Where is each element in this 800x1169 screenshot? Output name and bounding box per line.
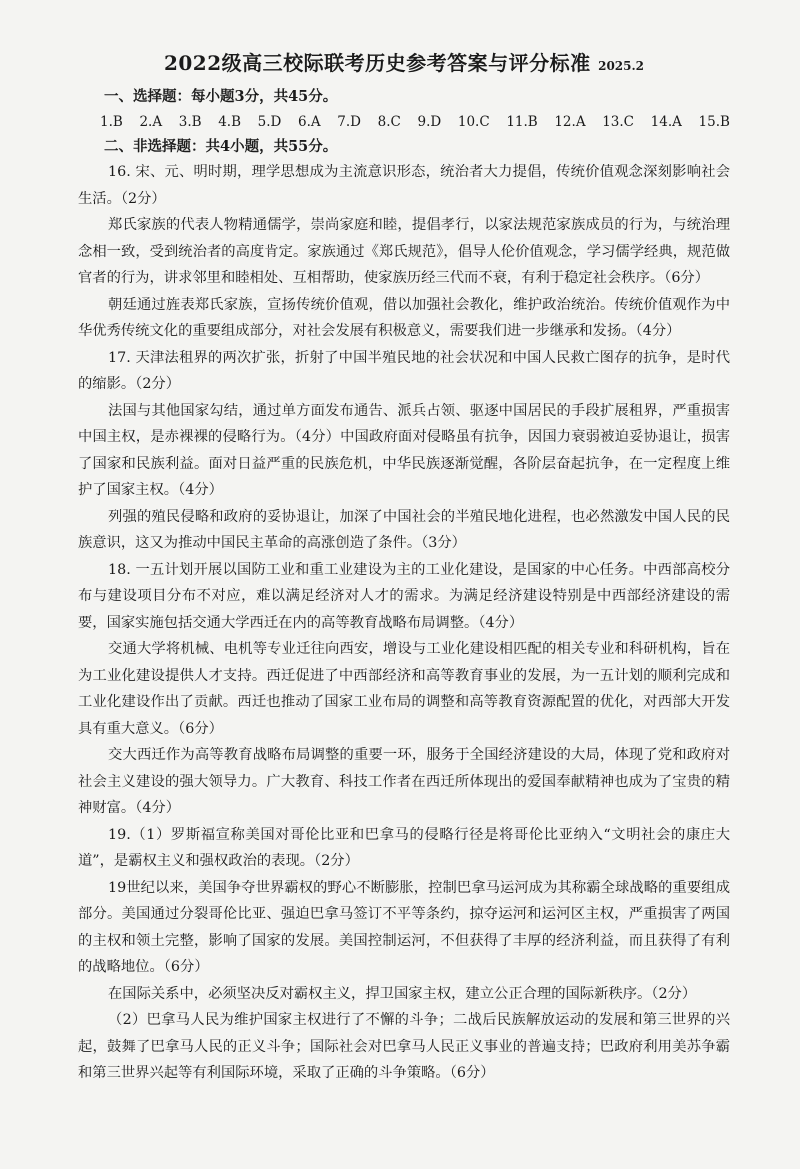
q18-answer-para: 交通大学将机械、电机等专业迁往向西安，增设与工业化建设相匹配的相关专业和科研机构，旨在为工业化建设提供人才支持。西迁促进了中西部经济和高等教育事业的发展，为一五计划的顺利完成和工业化建设作出了贡献。西迁也推动了国家工业布局的调整和高等教育资源配置的优化，对西部大开发具有重大意义。（6分） — [78, 641, 730, 737]
answer-item: 13.C — [602, 114, 635, 130]
q16-answer-para: 朝廷通过旌表郑氏家族，宣扬传统价值观，借以加强社会教化，维护政治统治。传统价值观作为中华优秀传统文化的重要组成部分，对社会发展有积极意义，需要我们进一步继承和发扬。（4分） — [78, 296, 730, 339]
q18-answer-para: 交大西迁作为高等教育战略布局调整的重要一环，服务于全国经济建设的大局，体现了党和政府对社会主义建设的强大领导力。广大教育、科技工作者在西迁所体现出的爱国奉献精神也成为了宝贵的精神财富。（4分） — [78, 747, 730, 816]
choice-answer-row — [78, 109, 730, 135]
q19-answer-para: 19.（1）罗斯福宣称美国对哥伦比亚和巴拿马的侵略行径是将哥伦比亚纳入“文明社会的康庄大道”，是霸权主义和强权政治的表现。（2分） — [78, 826, 730, 869]
q18-answer-para: 18. 一五计划开展以国防工业和重工业建设为主的工业化建设，是国家的中心任务。中西部高校分布与建设项目分布不对应，难以满足经济对人才的需求。为满足经济建设特别是中西部经济建设的需要，国家实施包括交通大学西迁在内的高等教育战略布局调整。（4分） — [78, 561, 730, 631]
q19-answer-para: 在国际关系中，必须坚决反对霸权主义，捍卫国家主权，建立公正合理的国际新秩序。（2分） — [108, 985, 697, 1002]
answer-item: 8.C — [377, 114, 401, 130]
page-title — [78, 50, 730, 79]
q16-answer-para: 郑氏家族的代表人物精通儒学，崇尚家庭和睦，提倡孝行，以家法规范家族成员的行为，与统治理念相一致，受到统治者的高度肯定。家族通过《郑氏规范》，倡导人伦价值观念，学习儒学经典，规范做官者的行为，讲求邻里和睦相处、互相帮助，使家族历经三代而不衰，有利于稳定社会秩序。（6分） — [78, 217, 730, 286]
q19-answer-para: （2）巴拿马人民为维护国家主权进行了不懈的斗争；二战后民族解放运动的发展和第三世界的兴起，鼓舞了巴拿马人民的正义斗争；国际社会对巴拿马人民正义事业的普遍支持；巴政府利用美苏争霸和第三世界兴起等有利国际环境，采取了正确的斗争策略。（6分） — [78, 1012, 730, 1081]
answer-item: 14.A — [650, 114, 682, 130]
answer-item: 7.D — [337, 114, 361, 130]
q17-answer-para: 17. 天津法租界的两次扩张，折射了中国半殖民地的社会状况和中国人民救亡图存的抗争，是时代的缩影。（2分） — [78, 349, 730, 392]
answer-item: 6.A — [298, 114, 321, 130]
answer-item: 11.B — [506, 114, 538, 130]
answer-item: 3.B — [178, 114, 202, 130]
section-2-heading: 二、非选择题：共4小题，共55分。 — [104, 138, 338, 155]
q16-answer-para: 16. 宋、元、明时期，理学思想成为主流意识形态，统治者大力提倡，传统价值观念深刻影响社会生活。（2分） — [78, 164, 730, 207]
q17-answer-para: 列强的殖民侵略和政府的妥协退让，加深了中国社会的半殖民地化进程，也必然激发中国人民的民族意识，这又为推动中国民主革命的高涨创造了条件。（3分） — [78, 508, 730, 551]
answer-item: 10.C — [457, 114, 490, 130]
answer-item: 1.B — [100, 114, 123, 130]
q19-answer-para: 19世纪以来，美国争夺世界霸权的野心不断膨胀，控制巴拿马运河成为其称霸全球战略的重要组成部分。美国通过分裂哥伦比亚、强迫巴拿马签订不平等条约，掠夺运河和运河区主权，严重损害了两国的主权和领土完整，影响了国家的发展。美国控制运河，不但获得了丰厚的经济利益，而且获得了有利的战略地位。（6分） — [78, 879, 730, 975]
section-1-heading: 一、选择题：每小题3分，共45分。 — [104, 88, 338, 105]
answer-item: 4.B — [218, 114, 241, 130]
answer-item: 2.A — [139, 114, 163, 130]
answer-item: 5.D — [257, 114, 282, 130]
answer-item: 15.B — [698, 114, 730, 130]
answer-item: 9.D — [417, 114, 442, 130]
title-date: 2025.2 — [598, 59, 645, 73]
answer-item: 12.A — [554, 114, 586, 130]
title-text: 2022级高三校际联考历史参考答案与评分标准 — [163, 51, 591, 75]
q17-answer-para: 法国与其他国家勾结，通过单方面发布通告、派兵占领、驱逐中国居民的手段扩展租界，严重损害中国主权，是赤裸裸的侵略行为。（4分）中国政府面对侵略虽有抗争，因国力衰弱被迫妥协退让，损害了国家和民族利益。面对日益严重的民族危机，中华民族逐渐觉醒，各阶层奋起抗争，在一定程度上维护了国家主权。（4分） — [78, 402, 730, 498]
